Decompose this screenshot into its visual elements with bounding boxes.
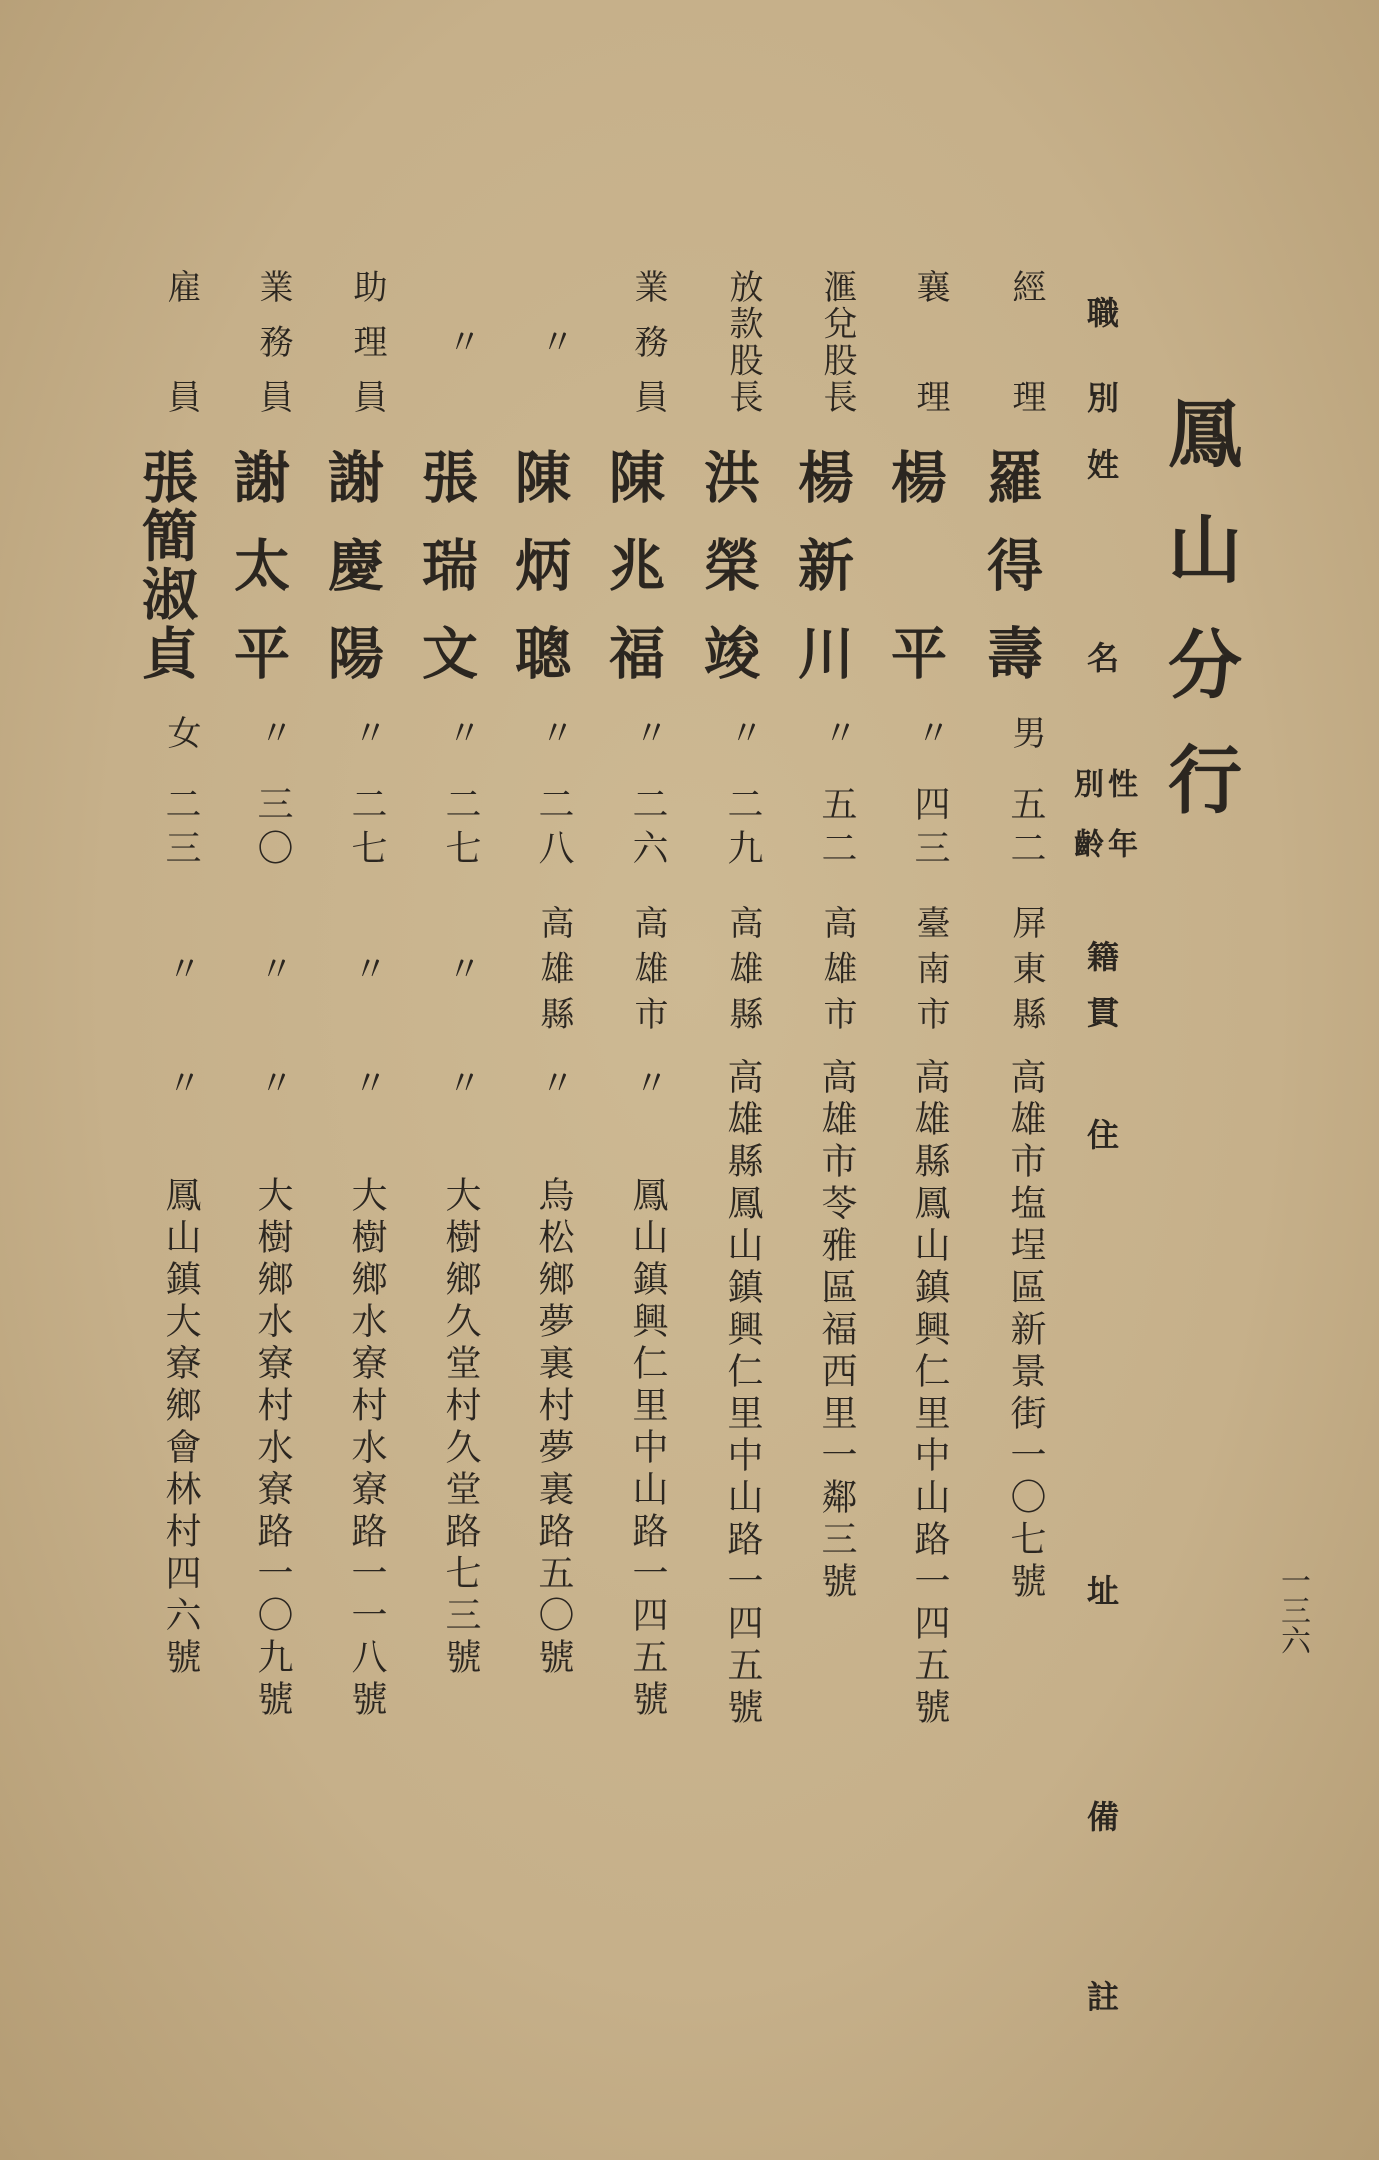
native-place-cell: 〃 (347, 950, 387, 985)
position-cell: 滙兌股長 (817, 269, 857, 413)
gender-cell: 〃 (723, 715, 763, 749)
table-row (789, 0, 862, 2160)
address-cell: 高雄縣鳳山鎮興仁里中山路一四五號 (722, 1058, 763, 1730)
position-cell: 放款股長 (723, 269, 763, 413)
address-ditto-mark: 〃 (347, 1065, 387, 1099)
table-row (506, 0, 579, 2160)
position-cell: 襄理 (910, 269, 950, 413)
address-ditto-mark: 〃 (441, 1065, 481, 1099)
name-cell: 張簡淑貞 (133, 448, 199, 680)
position-cell: 業務員 (628, 269, 668, 413)
table-row (600, 0, 673, 2160)
position-cell: 〃 (534, 324, 574, 358)
gender-cell: 〃 (817, 715, 857, 749)
address-cell: 高雄市苓雅區福西里一鄰三號 (816, 1058, 857, 1604)
gender-cell: 〃 (534, 715, 574, 749)
address-cell: 大樹鄉水寮村水寮路一〇九號 (252, 1176, 293, 1722)
header-name: 姓名 (1082, 448, 1120, 673)
page-title: 鳳山分行 (1156, 395, 1242, 815)
header-position: 職別 (1082, 296, 1120, 413)
age-cell: 二七 (440, 785, 481, 865)
position-cell: 雇員 (161, 269, 201, 413)
address-cell: 大樹鄉水寮村水寮路一一八號 (346, 1176, 387, 1722)
table-row (413, 0, 486, 2160)
address-cell: 高雄市塩埕區新景街一〇七號 (1005, 1058, 1046, 1604)
native-place-cell: 屏東縣 (1006, 905, 1046, 1030)
age-cell: 二八 (533, 785, 574, 865)
address-cell: 大樹鄉久堂村久堂路七三號 (440, 1176, 481, 1680)
gender-cell: 〃 (910, 715, 950, 749)
gender-cell: 男 (1006, 715, 1046, 749)
name-cell: 謝太平 (225, 448, 291, 680)
native-place-cell: 臺南市 (910, 905, 950, 1030)
address-ditto-mark: 〃 (161, 1065, 201, 1099)
table-row (225, 0, 298, 2160)
header-address: 住址 (1082, 1118, 1120, 1606)
name-cell: 陳兆福 (600, 448, 666, 680)
gender-cell: 〃 (441, 715, 481, 749)
address-cell: 烏松鄉夢裏村夢裏路五〇號 (533, 1176, 574, 1680)
native-place-cell: 高雄縣 (723, 905, 763, 1030)
table-row (882, 0, 955, 2160)
native-place-cell: 〃 (161, 950, 201, 985)
name-cell: 洪榮竣 (695, 448, 761, 680)
name-cell: 楊平 (882, 448, 948, 680)
address-cell: 鳳山鎮大寮鄉會林村四六號 (160, 1176, 201, 1680)
age-cell: 三〇 (252, 785, 293, 865)
position-cell: 〃 (441, 324, 481, 358)
address-cell: 高雄縣鳳山鎮興仁里中山路一四五號 (909, 1058, 950, 1730)
name-cell: 張瑞文 (413, 448, 479, 680)
age-cell: 二六 (627, 785, 668, 865)
name-cell: 謝慶陽 (319, 448, 385, 680)
age-cell: 二三 (160, 785, 201, 865)
age-cell: 五二 (1005, 785, 1046, 865)
name-cell: 楊新川 (789, 448, 855, 680)
age-cell: 四三 (909, 785, 950, 865)
header-gender: 性別 (1068, 768, 1137, 798)
age-cell: 五二 (816, 785, 857, 865)
table-row (695, 0, 768, 2160)
position-cell: 助理員 (347, 269, 387, 413)
age-cell: 二七 (346, 785, 387, 865)
header-remarks: 備註 (1082, 1800, 1120, 2012)
name-cell: 陳炳聰 (506, 448, 572, 680)
name-cell: 羅得壽 (978, 448, 1044, 680)
native-place-cell: 高雄市 (628, 905, 668, 1030)
address-cell: 鳳山鎮興仁里中山路一四五號 (627, 1176, 668, 1722)
page-number: 一三六 (1275, 1565, 1310, 1655)
position-cell: 經理 (1006, 269, 1046, 413)
gender-cell: 〃 (347, 715, 387, 749)
gender-cell: 〃 (253, 715, 293, 749)
native-place-cell: 〃 (253, 950, 293, 985)
native-place-cell: 高雄市 (817, 905, 857, 1030)
native-place-cell: 〃 (441, 950, 481, 985)
address-ditto-mark: 〃 (628, 1065, 668, 1099)
native-place-cell: 高雄縣 (534, 905, 574, 1030)
age-cell: 二九 (722, 785, 763, 865)
table-row (978, 0, 1051, 2160)
address-ditto-mark: 〃 (534, 1065, 574, 1099)
table-row (133, 0, 206, 2160)
header-age: 年齡 (1068, 828, 1137, 858)
position-cell: 業務員 (253, 269, 293, 413)
header-native-place: 籍貫 (1082, 940, 1120, 1028)
address-ditto-mark: 〃 (253, 1065, 293, 1099)
gender-cell: 〃 (628, 715, 668, 749)
gender-cell: 女 (161, 715, 201, 749)
table-row (319, 0, 392, 2160)
